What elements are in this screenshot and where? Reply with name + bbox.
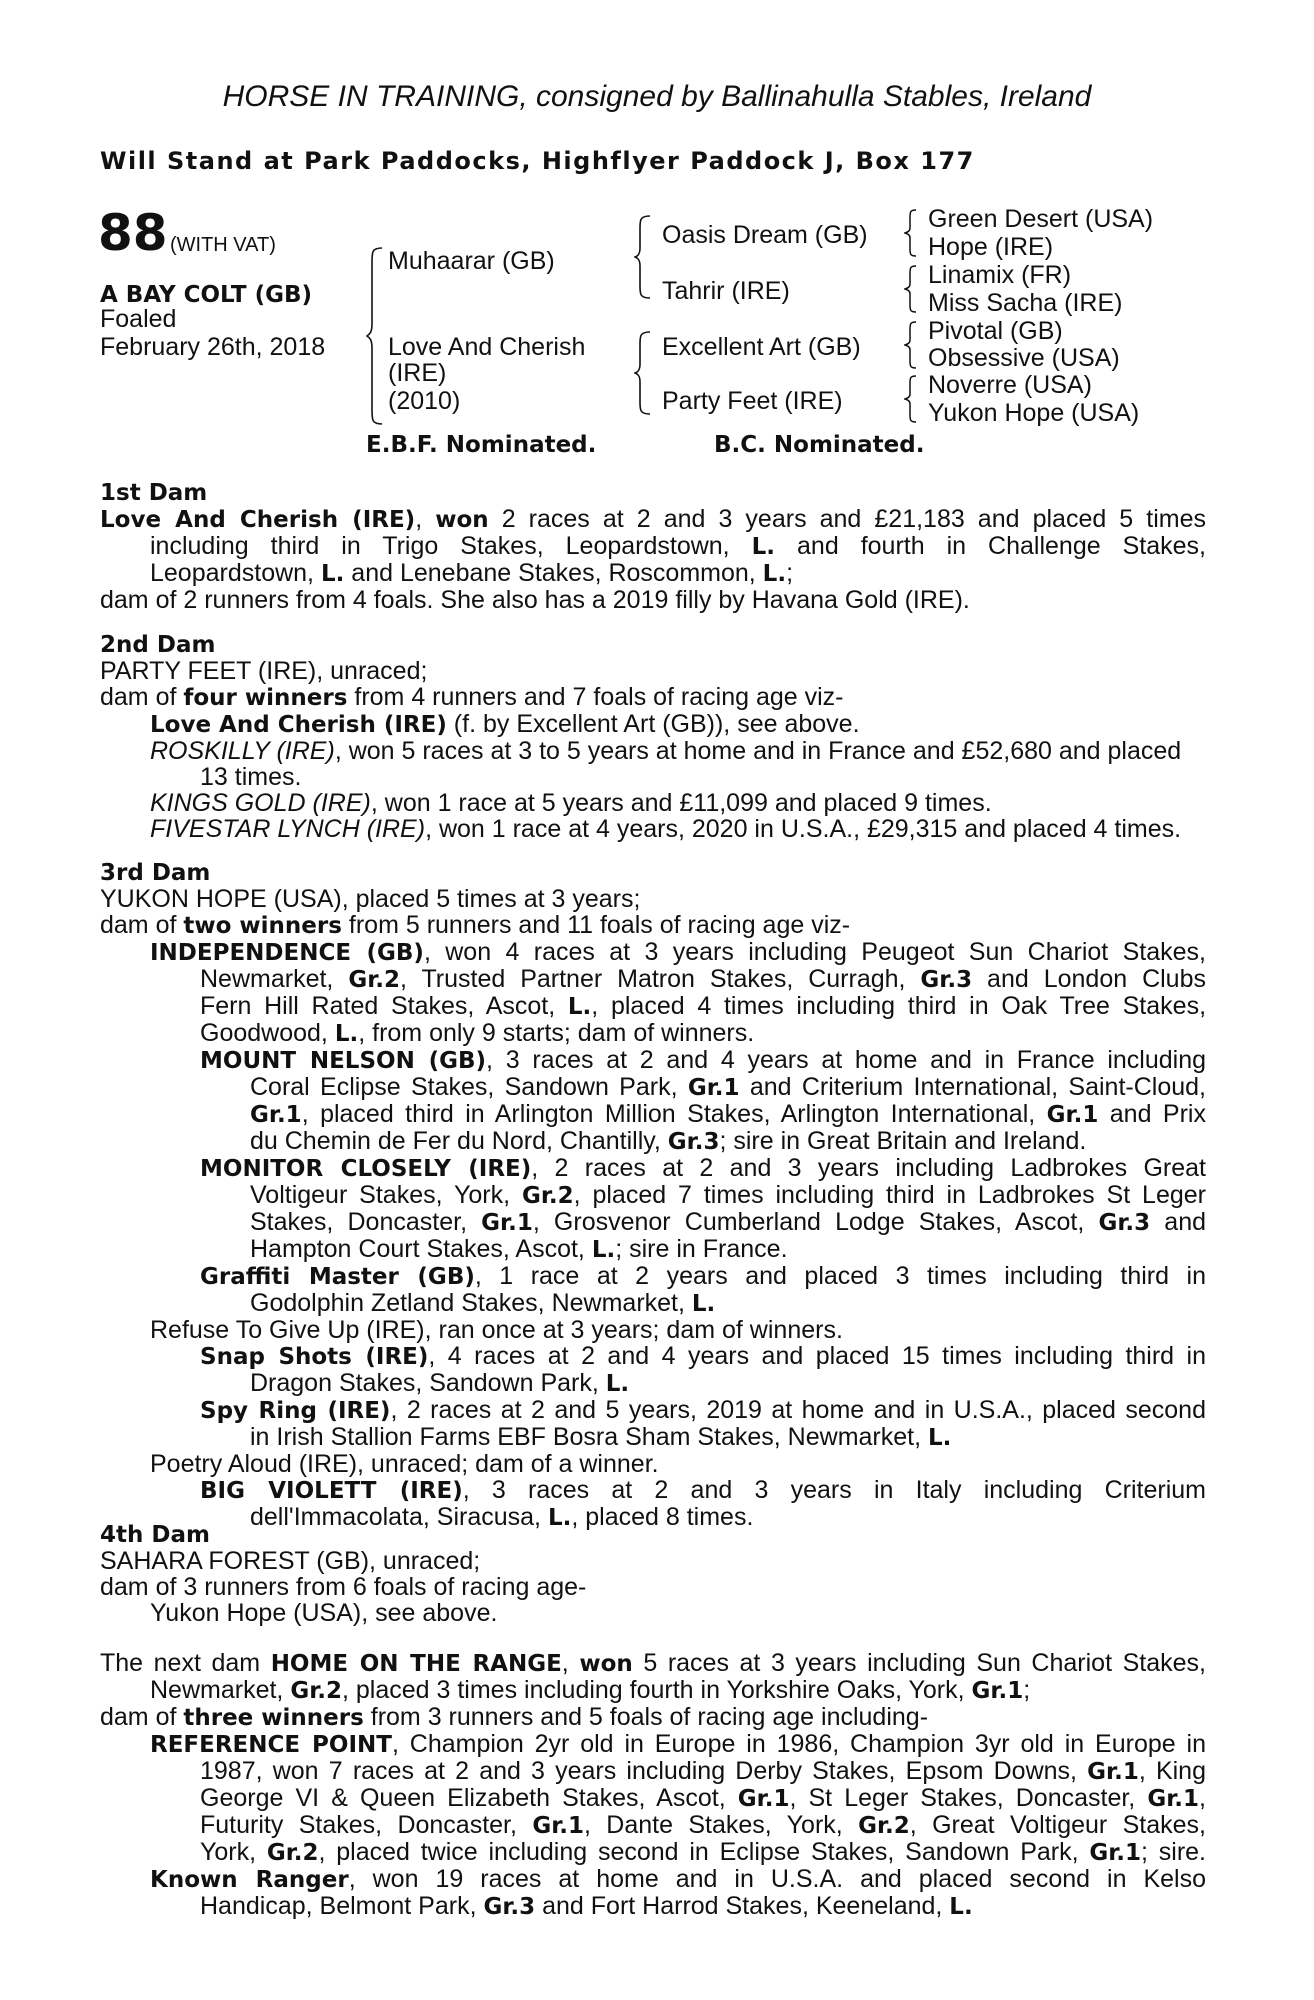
text: , 4 races at 2 and 4 years and placed 15 times including third in	[428, 1342, 1206, 1370]
lot-description: A BAY COLT (GB)	[100, 282, 313, 308]
text: York,	[200, 1838, 267, 1866]
listed-mark: L.	[334, 1021, 359, 1047]
text: dam of 2 runners from 4 foals. She also has a 2019 filly by Havana Gold (IRE).	[100, 586, 970, 614]
pedigree-dss: Pivotal (GB)	[928, 317, 1063, 345]
text: , won 19 races at home and in U.S.A. and placed second in Kelso	[348, 1865, 1206, 1893]
ebf-nominated: E.B.F. Nominated.	[366, 432, 597, 458]
listed-mark: L.	[567, 994, 592, 1020]
pedigree-dsd: Obsessive (USA)	[928, 344, 1120, 372]
text: George VI & Queen Elizabeth Stakes, Ascot,	[200, 1784, 738, 1812]
section-heading: 4th Dam	[100, 1522, 210, 1548]
text: ,	[415, 505, 423, 533]
text: 13 times.	[200, 763, 302, 791]
text: , 2 races at 2 and 5 years, 2019 at home and in U.S.A., placed second	[390, 1396, 1206, 1424]
text: , Grosvenor Cumberland Lodge Stakes, Ascot,	[532, 1208, 1099, 1236]
text: Voltigeur Stakes, York,	[250, 1181, 522, 1209]
text: Newmarket,	[150, 1676, 291, 1704]
grade-mark: Gr.1	[1147, 1786, 1200, 1812]
bc-nominated: B.C. Nominated.	[714, 432, 925, 458]
text: , placed 4 times including third in Oak Tree Stakes,	[591, 992, 1207, 1020]
listed-mark: L.	[762, 561, 787, 587]
grade-mark: Gr.3	[483, 1894, 536, 1920]
grade-mark: Gr.2	[348, 967, 400, 993]
horse-name: Snap Shots (IRE)	[200, 1344, 429, 1370]
listed-mark: L.	[751, 534, 776, 560]
text: 5 races at 3 years including Sun Chariot Stakes,	[632, 1649, 1206, 1677]
pedigree-ssd: Hope (IRE)	[928, 233, 1054, 261]
text: , won 1 race at 5 years and £11,099 and placed 9 times.	[370, 789, 992, 817]
pedigree-brace-dd	[904, 374, 918, 424]
horse-name: Spy Ring (IRE)	[200, 1398, 391, 1424]
first-dam-section	[100, 480, 1206, 613]
text: The next dam	[100, 1649, 271, 1677]
listed-mark: L.	[605, 1371, 630, 1397]
text: ;	[786, 559, 794, 587]
won: won	[579, 1651, 633, 1677]
text: , placed 3 times including fourth in Yorkshire Oaks, York,	[342, 1676, 972, 1704]
pedigree-sire-sire: Oasis Dream (GB)	[662, 221, 868, 249]
horse-name: REFERENCE POINT	[150, 1732, 392, 1758]
grade-mark: Gr.1	[687, 1075, 740, 1101]
text: and fourth in Challenge Stakes,	[775, 532, 1206, 560]
grade-mark: Gr.1	[250, 1102, 302, 1128]
text: , 2 races at 2 and 3 years including Ladbrokes Great	[531, 1154, 1206, 1182]
text: , St Leger Stakes, Doncaster,	[789, 1784, 1148, 1812]
listed-mark: L.	[949, 1894, 973, 1920]
pedigree-brace-sire	[634, 214, 652, 300]
text: , placed third in Arlington Million Stakes, Arlington International,	[301, 1100, 1047, 1128]
text: from 5 runners and 11 foals of racing age viz-	[341, 911, 851, 939]
text: from 4 runners and 7 foals of racing age viz-	[347, 683, 844, 711]
grade-mark: Gr.2	[858, 1813, 910, 1839]
text: , Trusted Partner Matron Stakes, Curragh,	[400, 965, 921, 993]
text: Stakes, Doncaster,	[250, 1208, 482, 1236]
won: won	[435, 507, 489, 533]
pedigree-sds: Linamix (FR)	[928, 261, 1072, 289]
text: , Dante Stakes, York,	[584, 1811, 859, 1839]
pedigree-dds: Noverre (USA)	[928, 371, 1092, 399]
pedigree-sdd: Miss Sacha (IRE)	[928, 289, 1123, 317]
text: Yukon Hope (USA), see above.	[150, 1599, 498, 1627]
grade-mark: Gr.1	[532, 1813, 584, 1839]
pedigree-sss: Green Desert (USA)	[928, 205, 1154, 233]
text: , 3 races at 2 and 3 years in Italy including Criterium	[462, 1476, 1206, 1504]
grade-mark: Gr.1	[971, 1678, 1024, 1704]
text: Hampton Court Stakes, Ascot,	[250, 1235, 592, 1263]
text: dam of	[100, 911, 184, 939]
grade-mark: Gr.3	[920, 967, 973, 993]
text: and	[1150, 1208, 1206, 1236]
horse-name: MOUNT NELSON (GB)	[200, 1048, 487, 1074]
catalogue-title: HORSE IN TRAINING, consigned by Ballinahulla Stables, Ireland	[222, 80, 1092, 113]
pedigree-brace-main	[366, 246, 384, 426]
text: and Fort Harrod Stakes, Keeneland,	[535, 1892, 950, 1920]
horse-name: HOME ON THE RANGE	[270, 1651, 562, 1677]
pedigree-dam: Love And Cherish	[388, 333, 586, 361]
horse-name: MONITOR CLOSELY (IRE)	[200, 1156, 532, 1182]
horse-name: Graffiti Master (GB)	[200, 1264, 475, 1290]
text: dell'Immacolata, Siracusa,	[250, 1503, 548, 1531]
text: Godolphin Zetland Stakes, Newmarket,	[250, 1289, 692, 1317]
section-heading: 1st Dam	[100, 480, 208, 506]
text: in Irish Stallion Farms EBF Bosra Sham Stakes, Newmarket,	[250, 1423, 928, 1451]
text: including third in Trigo Stakes, Leopardstown,	[150, 532, 752, 560]
grade-mark: Gr.2	[266, 1840, 319, 1866]
second-dam-section	[100, 632, 1206, 842]
listed-mark: L.	[320, 561, 345, 587]
pedigree-dam-dam: Party Feet (IRE)	[662, 387, 843, 415]
text: , won 5 races at 3 to 5 years at home and in France and £52,680 and placed	[334, 737, 1182, 765]
text: dam of 3 runners from 6 foals of racing age-	[100, 1573, 587, 1601]
text: , won 4 races at 3 years including Peugeot Sun Chariot Stakes,	[423, 938, 1206, 966]
text: and Criterium International, Saint-Cloud,	[739, 1073, 1206, 1101]
grade-mark: Gr.1	[1087, 1759, 1139, 1785]
listed-mark: L.	[691, 1291, 716, 1317]
text: , 1 race at 2 years and placed 3 times including third in	[474, 1262, 1206, 1290]
text: (f. by Excellent Art (GB)), see above.	[446, 710, 860, 738]
horse-name: FIVESTAR LYNCH (IRE)	[150, 815, 426, 843]
pedigree-sire: Muhaarar (GB)	[388, 247, 555, 275]
text: Refuse To Give Up (IRE), ran once at 3 years; dam of winners.	[150, 1316, 843, 1344]
text: , placed 8 times.	[571, 1503, 754, 1531]
text: and Lenebane Stakes, Roscommon,	[344, 559, 763, 587]
foaled-date: February 26th, 2018	[100, 333, 326, 361]
text: Poetry Aloud (IRE), unraced; dam of a winner.	[150, 1450, 659, 1478]
text: Newmarket,	[200, 965, 349, 993]
text: from 3 runners and 5 foals of racing age including-	[363, 1703, 929, 1731]
winners-count: four winners	[183, 685, 348, 711]
text: dam of	[100, 1703, 184, 1731]
third-dam-section	[100, 860, 1206, 1531]
grade-mark: Gr.1	[1046, 1102, 1099, 1128]
text: Dragon Stakes, Sandown Park,	[250, 1369, 606, 1397]
text: , Great Voltigeur Stakes,	[909, 1811, 1206, 1839]
text: , placed twice including second in Eclipse Stakes, Sandown Park,	[318, 1838, 1090, 1866]
horse-name: ROSKILLY (IRE)	[150, 737, 335, 765]
listed-mark: L.	[591, 1237, 616, 1263]
listed-mark: L.	[928, 1425, 952, 1451]
pedigree-brace-sd	[904, 264, 918, 314]
text: ; sire.	[1141, 1838, 1206, 1866]
text: 1987, won 7 races at 2 and 3 years including Derby Stakes, Epsom Downs,	[200, 1757, 1088, 1785]
winners-count: two winners	[183, 913, 342, 939]
section-heading: 2nd Dam	[100, 632, 216, 658]
text: , from only 9 starts; dam of winners.	[358, 1019, 755, 1047]
grade-mark: Gr.2	[521, 1183, 574, 1209]
dam-name: Love And Cherish (IRE)	[100, 507, 416, 533]
text: Coral Eclipse Stakes, Sandown Park,	[250, 1073, 688, 1101]
stand-location: Will Stand at Park Paddocks, Highflyer Paddock J, Box 177	[100, 147, 975, 175]
pedigree-dam-sire: Excellent Art (GB)	[662, 333, 861, 361]
text: ; sire in France.	[615, 1235, 788, 1263]
pedigree-brace-ds	[904, 320, 918, 370]
text: Fern Hill Rated Stakes, Ascot,	[200, 992, 568, 1020]
text: Handicap, Belmont Park,	[200, 1892, 484, 1920]
grade-mark: Gr.3	[1098, 1210, 1151, 1236]
pedigree-dam-country: (IRE)	[388, 359, 447, 387]
next-dam-section	[100, 1650, 1206, 1920]
text: and London Clubs	[972, 965, 1206, 993]
text: and Prix	[1098, 1100, 1206, 1128]
text: SAHARA FOREST (GB), unraced;	[100, 1547, 481, 1575]
text: , won 1 race at 4 years, 2020 in U.S.A., £29,315 and placed 4 times.	[425, 815, 1182, 843]
horse-name: INDEPENDENCE (GB)	[150, 940, 424, 966]
section-heading: 3rd Dam	[100, 860, 211, 886]
pedigree-brace-dam	[634, 330, 652, 416]
text: Futurity Stakes, Doncaster,	[200, 1811, 533, 1839]
winners-count: three winners	[183, 1705, 364, 1731]
text: ; sire in Great Britain and Ireland.	[719, 1127, 1087, 1155]
grade-mark: Gr.1	[481, 1210, 533, 1236]
grade-mark: Gr.2	[290, 1678, 342, 1704]
text: ,	[561, 1649, 580, 1677]
horse-name: KINGS GOLD (IRE)	[150, 789, 371, 817]
pedigree-dam-year: (2010)	[388, 387, 461, 415]
horse-name: Known Ranger	[150, 1867, 349, 1893]
text: , 3 races at 2 and 4 years at home and in France including	[486, 1046, 1207, 1074]
text: 2 races at 2 and 3 years and £21,183 and placed 5 times	[488, 505, 1206, 533]
text: ,	[1199, 1784, 1206, 1812]
listed-mark: L.	[547, 1505, 572, 1531]
text: du Chemin de Fer du Nord, Chantilly,	[250, 1127, 668, 1155]
grade-mark: Gr.1	[1089, 1840, 1142, 1866]
pedigree-ddd: Yukon Hope (USA)	[928, 399, 1140, 427]
text: Goodwood,	[200, 1019, 335, 1047]
text: , King	[1138, 1757, 1206, 1785]
vat-label: (WITH VAT)	[170, 234, 276, 256]
fourth-dam-section	[100, 1522, 1206, 1626]
foaled-label: Foaled	[100, 305, 177, 333]
horse-name: BIG VIOLETT (IRE)	[200, 1478, 463, 1504]
grade-mark: Gr.1	[737, 1786, 790, 1812]
text: , Champion 2yr old in Europe in 1986, Champion 3yr old in Europe in	[391, 1730, 1206, 1758]
pedigree-sire-dam: Tahrir (IRE)	[662, 277, 790, 305]
text: dam of	[100, 683, 184, 711]
horse-name: Love And Cherish (IRE)	[150, 712, 447, 738]
text: ;	[1023, 1676, 1031, 1704]
lot-number: 88	[98, 204, 168, 262]
text: YUKON HOPE (USA), placed 5 times at 3 years;	[100, 885, 641, 913]
pedigree-brace-ss	[904, 208, 918, 258]
text: Leopardstown,	[150, 559, 321, 587]
text: PARTY FEET (IRE), unraced;	[100, 657, 428, 685]
grade-mark: Gr.3	[667, 1129, 720, 1155]
text: , placed 7 times including third in Ladbrokes St Leger	[573, 1181, 1207, 1209]
